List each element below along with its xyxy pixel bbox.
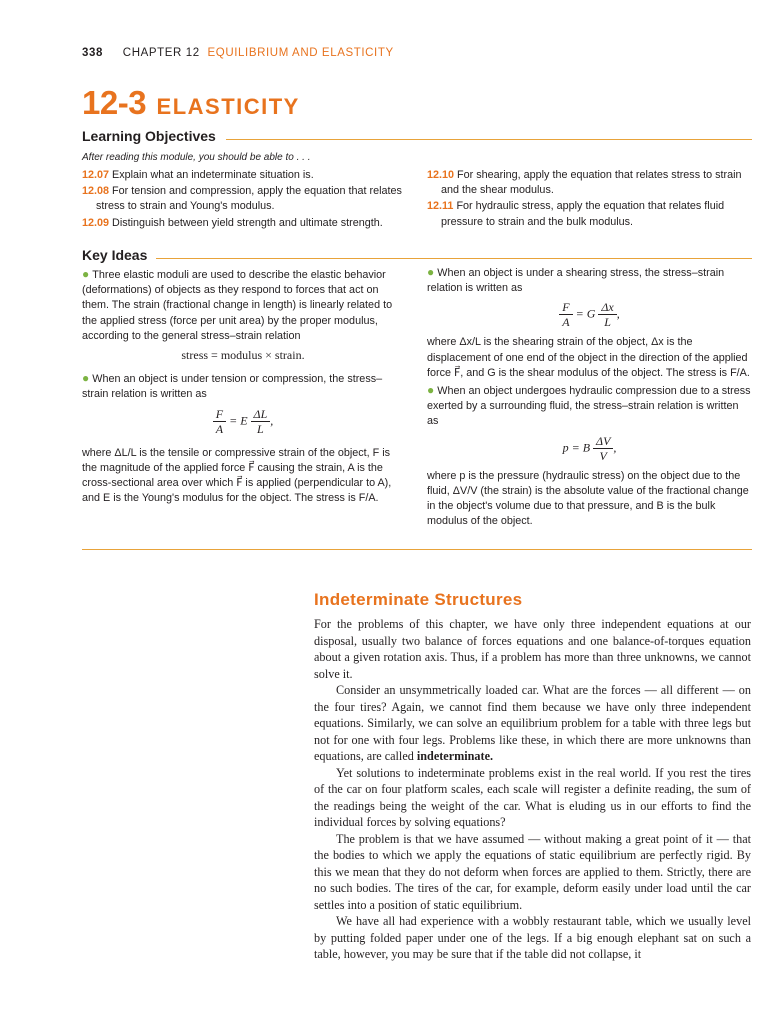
objectives-left-column bbox=[82, 168, 404, 232]
key-ideas-rule bbox=[156, 258, 752, 259]
objective-item: 12.08 For tension and compression, apply the equation that relates stress to strain and Young's modulus. bbox=[82, 185, 402, 213]
section-title bbox=[82, 84, 300, 122]
key-idea-paragraph: where Δx/L is the shearing strain of the object, Δx is the displacement of one end of the object in the direction of the applied force F⃗, and G is the shear modulus of the object. The stress is F/A. bbox=[427, 336, 750, 379]
key-idea-paragraph: ● When an object undergoes hydraulic compression due to a stress exerted by a surrounding fluid, the stress–strain relation is written as bbox=[427, 383, 751, 428]
key-idea-paragraph: ● Three elastic moduli are used to describe the elastic behavior (deformations) of objects as they respond to forces that act on them. The strain (fractional change in length) is linearly related to the applied stress (force per unit area) by the proper modulus, according to the general stress–strain relation bbox=[82, 267, 393, 342]
body-paragraph: Yet solutions to indeterminate problems exist in the real world. If you rest the tires of the car on four platform scales, each scale will register a definite reading, the sum of the readings being the weight of the car. What is eluding us in our efforts to find the individual forces by solving equations? bbox=[314, 765, 751, 829]
body-paragraph: For the problems of this chapter, we have only three independent equations at our disposal, usually two balance of forces equations and one balance-of-torques equation about a given rotation axis. Thus, if a problem has more than three unknowns, we cannot solve it. bbox=[314, 617, 751, 681]
key-idea-paragraph: ● When an object is under tension or compression, the stress–strain relation is written as bbox=[82, 371, 383, 401]
body-section-heading: Indeterminate Structures bbox=[314, 590, 523, 609]
chapter-title: EQUILIBRIUM AND ELASTICITY bbox=[207, 47, 394, 59]
key-ideas-heading: Key Ideas bbox=[82, 247, 148, 263]
objective-item: 12.10 For shearing, apply the equation that relates stress to strain and the shear modulus. bbox=[427, 169, 742, 197]
section-number: 12-3 bbox=[82, 84, 147, 121]
key-idea-paragraph: where p is the pressure (hydraulic stress) on the object due to the fluid, ΔV/V (the strain) is the absolute value of the fractional change in the object's volume due to that pressure, and B is the bulk modulus of the object. bbox=[427, 469, 749, 528]
key-ideas-right-column bbox=[427, 265, 752, 529]
bold-term: indeterminate. bbox=[416, 749, 494, 763]
running-head bbox=[82, 47, 394, 59]
key-ideas-left-column bbox=[82, 267, 404, 506]
shear-modulus-equation: $\frac{F}{A}$ = G $\frac{\Delta x}{L}$ , bbox=[427, 300, 752, 329]
page-number: 338 bbox=[82, 47, 103, 59]
key-idea-paragraph: where ΔL/L is the tensile or compressive strain of the object, F is the magnitude of the applied force F⃗ causing the strain, A is the cross-sectional area over which F⃗ is applied (perpendicular to A), and E is the Young's modulus for the object. The stress is F/A. bbox=[82, 446, 392, 505]
key-ideas-bottom-rule bbox=[82, 549, 752, 550]
body-paragraph: The problem is that we have assumed — without making a great point of it — that the bodies to which we apply the equations of static equilibrium are perfectly rigid. By this we mean that they do not deform when forces are applied to them. Strictly, there are no such bodies. The tires of the car, for example, deform easily under load until the car settles into a position of static equilibrium. bbox=[314, 831, 751, 912]
section-name: ELASTICITY bbox=[156, 94, 300, 119]
stress-modulus-equation: stress = modulus × strain. bbox=[181, 348, 305, 363]
objectives-right-column bbox=[427, 168, 752, 231]
learning-objectives-heading: Learning Objectives bbox=[82, 128, 216, 144]
body-paragraph: Consider an unsymmetrically loaded car. What are the forces — all different — on the four tires? Again, we cannot find them because we have only three independent equations. Similarly, we can solve an equilibrium problem for a table with three legs but not for one with four legs. Problems like these, in which there are more unknowns than equations, are called indeterminate. bbox=[314, 683, 751, 763]
objective-item: 12.09 Distinguish between yield strength and ultimate strength. bbox=[82, 216, 383, 229]
body-paragraph: We have all had experience with a wobbly restaurant table, which we usually level by putting folded paper under one of the legs. If a big enough elephant sat on such a table, however, you may be sure that if the table did not collapse, it bbox=[314, 914, 751, 961]
key-idea-paragraph: ● When an object is under a shearing stress, the stress–strain relation is written as bbox=[427, 265, 725, 295]
learning-objectives-rule bbox=[226, 139, 752, 140]
bulk-modulus-equation: p = B $\frac{\Delta V}{V}$ , bbox=[562, 433, 617, 463]
body-text bbox=[314, 616, 751, 963]
chapter-label: CHAPTER 12 bbox=[122, 47, 200, 59]
learning-objectives-intro: After reading this module, you should be able to . . . bbox=[82, 152, 311, 163]
objective-item: 12.11 For hydraulic stress, apply the equation that relates fluid pressure to strain and the bulk modulus. bbox=[427, 200, 725, 228]
youngs-modulus-equation: $\frac{F}{A}$ = E $\frac{\Delta L}{L}$ , bbox=[82, 407, 404, 436]
objective-item: 12.07 Explain what an indeterminate situation is. bbox=[82, 169, 314, 181]
